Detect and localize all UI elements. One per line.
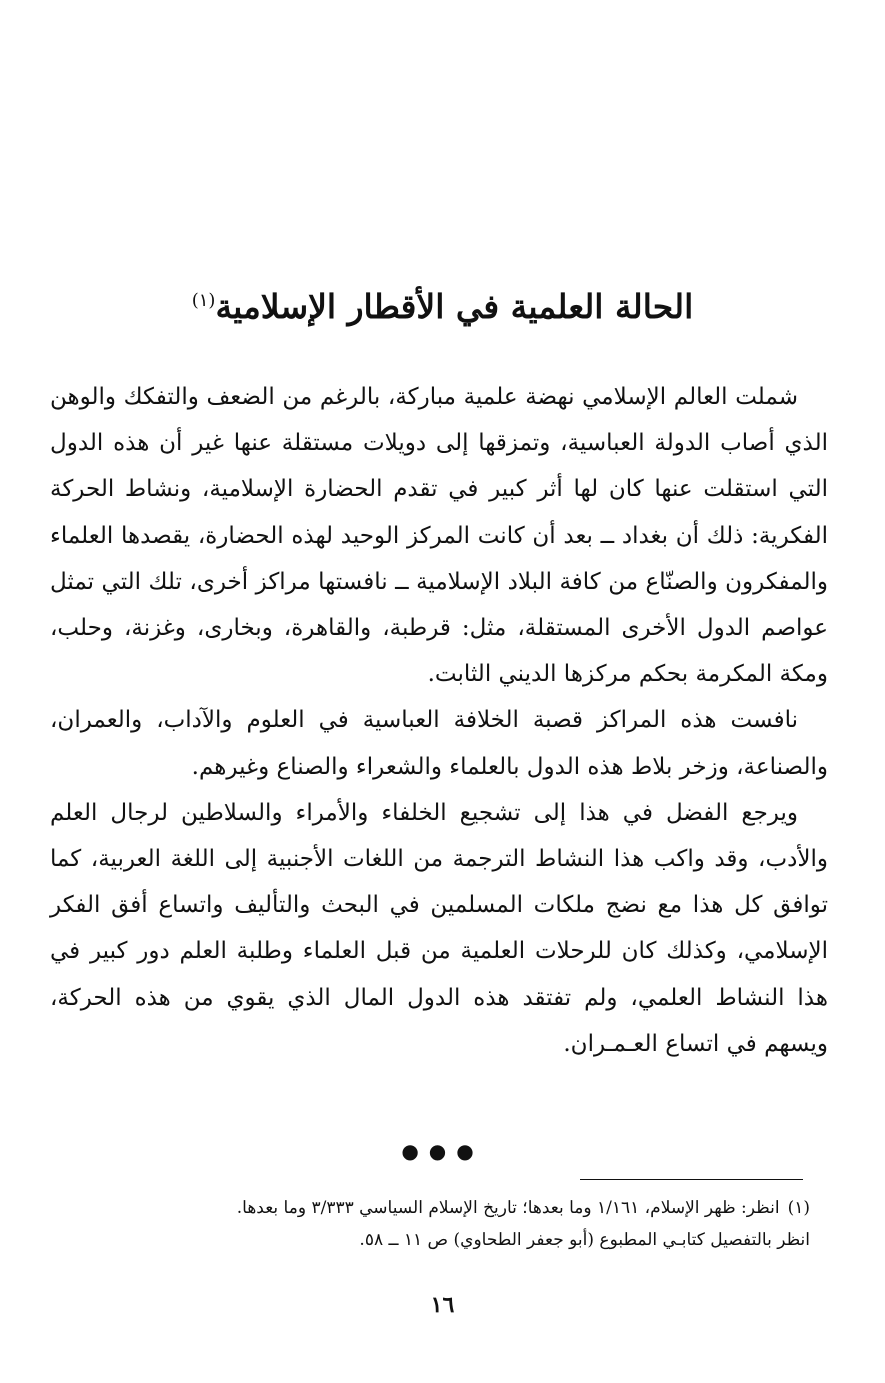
footnote-1-continuation [50,1224,810,1256]
footnote-marker: (١) [787,1198,810,1218]
footnote-line-1: انظر: ظهر الإسلام، ١/١٦١ وما بعدها؛ تاريخ الإسلام السياسي ٣/٣٣٣ وما بعدها. [236,1198,780,1218]
chapter-title-text: الحالة العلمية في الأقطار الإسلامية [215,287,694,326]
footnote-1 [50,1192,810,1224]
section-separator: ●●● [401,1139,484,1163]
paragraph-3: ويرجع الفضل في هذا إلى تشجيع الخلفاء والأمراء والسلاطين لرجال العلم والأدب، وقد واكب هذا النشاط الترجمة من اللغات الأجنبية إلى اللغة العربية، كما توافق كل هذا مع نضج ملكات المسلمين في البحث والتأليف واتساع أفق الفكر الإسلامي، وكذلك كان للرحلات العلمية من قبل العلماء وطلبة العلم دور كبير في هذا النشاط العلمي، ولم تفتقد هذه الدول المال الذي يقوي من هذه الحركة، ويسهم في اتساع العـمـران. [50,799,828,1057]
body-text [50,374,828,1067]
footnote-line-2: انظر بالتفصيل كتابـي المطبوع (أبو جعفر الطحاوي) ص ١١ ــ ٥٨. [359,1230,810,1250]
title-footnote-ref: (١) [191,290,216,311]
paragraph-1: شملت العالم الإسلامي نهضة علمية مباركة، بالرغم من الضعف والتفكك والوهن الذي أصاب الدولة العباسية، وتمزقها إلى دويلات مستقلة عنها غير أن هذه الدول التي استقلت عنها كان لها أثر كبير في تقدم الحضارة الإسلامية، ونشاط الحركة الفكرية: ذلك أن بغداد ــ بعد أن كانت المركز الوحيد لهذه الحضارة، يقصدها العلماء والمفكرون والصنّاع من كافة البلاد الإسلامية ــ نافستها مراكز أخرى، تلك التي تمثل عواصم الدول الأخرى المستقلة، مثل: قرطبة، والقاهرة، وبخارى، وغزنة، وحلب، ومكة المكرمة بحكم مركزها الديني الثابت. [50,384,828,688]
paragraph-2: نافست هذه المراكز قصبة الخلافة العباسية في العلوم والآداب، والعمران، والصناعة، وزخر بلاط هذه الدول بالعلماء والشعراء والصناع وغيرهم. [50,707,828,780]
footnote-divider [580,1179,803,1180]
chapter-title [0,276,885,332]
page-number: ١٦ [430,1292,455,1318]
footnotes [50,1192,810,1256]
